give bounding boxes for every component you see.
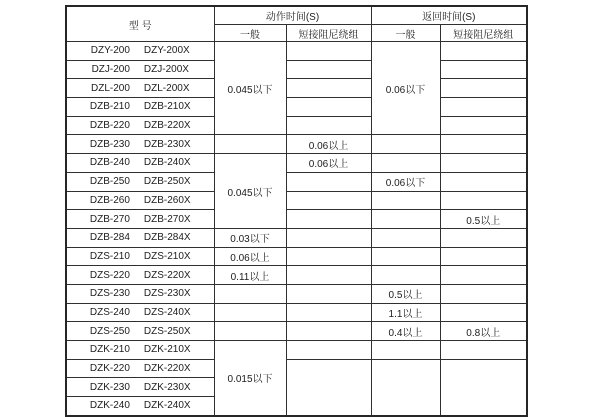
model-pair — [67, 45, 214, 56]
return-general-cell — [371, 191, 440, 210]
action-damping-cell — [286, 341, 371, 360]
model-pair — [67, 382, 214, 393]
return-general-cell: 1.1以上 — [371, 303, 440, 322]
model-base: DZY-200 — [90, 45, 130, 57]
return-damping-cell — [440, 98, 527, 117]
action-general-cell: 0.06以上 — [214, 247, 286, 266]
action-damping-cell — [286, 303, 371, 322]
model-x-variant: DZS-220X — [143, 269, 191, 281]
model-base: DZL-200 — [91, 82, 130, 94]
model-cell — [66, 228, 214, 247]
model-cell — [66, 154, 214, 173]
model-x-variant: DZS-250X — [143, 325, 191, 337]
model-x-variant: DZK-210X — [143, 344, 191, 356]
model-pair — [67, 251, 214, 262]
model-cell — [66, 172, 214, 191]
return-general-cell: 0.4以上 — [371, 322, 440, 341]
model-x-variant: DZS-230X — [143, 288, 191, 300]
spec-table — [65, 5, 528, 417]
action-general-cell: 0.045以下 — [214, 154, 286, 229]
model-pair — [67, 363, 214, 374]
return-damping-cell — [440, 303, 527, 322]
header-action-damping: 短接阻尼绕组 — [286, 25, 371, 42]
return-damping-cell — [440, 60, 527, 79]
table-row — [66, 228, 527, 247]
table-row — [66, 210, 527, 229]
action-damping-cell — [286, 210, 371, 229]
table-header — [66, 6, 527, 42]
model-pair — [67, 214, 214, 225]
model-cell — [66, 135, 214, 154]
model-cell — [66, 79, 214, 98]
model-base: DZB-270 — [89, 213, 130, 225]
model-x-variant: DZB-270X — [143, 213, 191, 225]
return-general-cell — [371, 341, 440, 360]
action-damping-cell — [286, 172, 371, 191]
return-general-cell — [371, 266, 440, 285]
model-base: DZB-250 — [89, 176, 130, 188]
model-cell — [66, 247, 214, 266]
table-row — [66, 79, 527, 98]
model-cell — [66, 397, 214, 416]
action-general-cell: 0.03以下 — [214, 228, 286, 247]
model-pair — [67, 400, 214, 411]
model-x-variant: DZS-210X — [143, 250, 191, 262]
model-x-variant: DZB-260X — [143, 194, 191, 206]
return-damping-cell — [440, 116, 527, 135]
action-damping-cell — [286, 116, 371, 135]
table-row — [66, 341, 527, 360]
header-return-general: 一般 — [371, 25, 440, 42]
action-damping-cell — [286, 284, 371, 303]
model-x-variant: DZB-284X — [143, 232, 191, 244]
return-damping-cell — [440, 154, 527, 173]
table-body — [66, 42, 527, 416]
return-damping-cell — [440, 172, 527, 191]
return-damping-cell — [440, 79, 527, 98]
model-pair — [67, 64, 214, 75]
model-base: DZS-240 — [89, 306, 130, 318]
model-pair — [67, 101, 214, 112]
model-x-variant: DZK-220X — [143, 363, 191, 375]
return-general-cell — [371, 210, 440, 229]
table-row — [66, 60, 527, 79]
model-base: DZB-284 — [89, 232, 130, 244]
model-base: DZS-250 — [89, 325, 130, 337]
header-group-row — [66, 6, 527, 25]
table-row — [66, 247, 527, 266]
action-damping-cell — [286, 266, 371, 285]
table-row — [66, 42, 527, 61]
model-pair — [67, 307, 214, 318]
model-base: DZB-220 — [89, 120, 130, 132]
model-pair — [67, 288, 214, 299]
action-general-cell: 0.11以上 — [214, 266, 286, 285]
return-damping-cell — [440, 266, 527, 285]
model-base: DZS-230 — [89, 288, 130, 300]
return-general-cell: 0.5以上 — [371, 284, 440, 303]
return-damping-cell: 0.8以上 — [440, 322, 527, 341]
action-damping-cell — [286, 359, 371, 416]
model-pair — [67, 195, 214, 206]
model-pair — [67, 270, 214, 281]
model-base: DZB-210 — [89, 101, 130, 113]
model-x-variant: DZB-250X — [143, 176, 191, 188]
table-row — [66, 191, 527, 210]
model-base: DZB-260 — [89, 194, 130, 206]
return-damping-cell — [440, 42, 527, 61]
table-row — [66, 154, 527, 173]
action-damping-cell — [286, 42, 371, 61]
model-pair — [67, 326, 214, 337]
return-damping-cell — [440, 247, 527, 266]
model-base: DZB-240 — [89, 157, 130, 169]
table-row — [66, 266, 527, 285]
model-pair — [67, 157, 214, 168]
model-base: DZS-220 — [89, 269, 130, 281]
model-pair — [67, 344, 214, 355]
model-pair — [67, 120, 214, 131]
return-damping-cell — [440, 341, 527, 360]
action-damping-cell — [286, 79, 371, 98]
header-action-general: 一般 — [214, 25, 286, 42]
action-general-cell — [214, 303, 286, 322]
model-x-variant: DZS-240X — [143, 306, 191, 318]
model-cell — [66, 266, 214, 285]
model-x-variant: DZB-210X — [143, 101, 191, 113]
action-damping-cell: 0.06以上 — [286, 154, 371, 173]
action-damping-cell — [286, 98, 371, 117]
table-row — [66, 98, 527, 117]
model-pair — [67, 139, 214, 150]
model-x-variant: DZK-240X — [143, 400, 191, 412]
action-general-cell — [214, 284, 286, 303]
action-damping-cell — [286, 228, 371, 247]
return-general-cell: 0.06以下 — [371, 172, 440, 191]
return-damping-cell — [440, 284, 527, 303]
model-x-variant: DZL-200X — [143, 82, 190, 94]
action-damping-cell — [286, 60, 371, 79]
action-general-cell: 0.045以下 — [214, 42, 286, 135]
header-return-damping: 短接阻尼绕组 — [440, 25, 527, 42]
table-row — [66, 135, 527, 154]
return-damping-cell — [440, 191, 527, 210]
model-base: DZK-220 — [89, 363, 130, 375]
return-general-cell — [371, 228, 440, 247]
header-action-time: 动作时间(S) — [214, 6, 371, 25]
action-general-cell — [214, 322, 286, 341]
return-damping-cell — [440, 135, 527, 154]
model-cell — [66, 116, 214, 135]
model-cell — [66, 322, 214, 341]
model-base: DZS-210 — [89, 250, 130, 262]
model-cell — [66, 303, 214, 322]
action-damping-cell — [286, 247, 371, 266]
model-base: DZK-240 — [89, 400, 130, 412]
action-damping-cell — [286, 191, 371, 210]
table-row — [66, 116, 527, 135]
model-base: DZB-230 — [89, 138, 130, 150]
return-damping-cell: 0.5以上 — [440, 210, 527, 229]
action-damping-cell — [286, 322, 371, 341]
model-base: DZJ-200 — [91, 64, 130, 76]
action-general-cell — [214, 135, 286, 154]
model-pair — [67, 232, 214, 243]
table-row — [66, 303, 527, 322]
model-x-variant: DZJ-200X — [143, 64, 189, 76]
model-cell — [66, 191, 214, 210]
table-row — [66, 359, 527, 378]
model-cell — [66, 210, 214, 229]
model-x-variant: DZB-220X — [143, 120, 191, 132]
table-row — [66, 172, 527, 191]
model-x-variant: DZB-230X — [143, 138, 191, 150]
model-cell — [66, 359, 214, 378]
header-return-time: 返回时间(S) — [371, 6, 527, 25]
model-x-variant: DZB-240X — [143, 157, 191, 169]
model-cell — [66, 341, 214, 360]
table-row — [66, 322, 527, 341]
action-general-cell: 0.015以下 — [214, 341, 286, 416]
return-general-cell: 0.06以下 — [371, 42, 440, 135]
model-base: DZK-210 — [89, 344, 130, 356]
return-damping-cell — [440, 228, 527, 247]
return-general-cell — [371, 135, 440, 154]
return-damping-cell — [440, 359, 527, 416]
return-general-cell — [371, 247, 440, 266]
table-row — [66, 284, 527, 303]
action-damping-cell: 0.06以上 — [286, 135, 371, 154]
model-cell — [66, 42, 214, 61]
model-pair — [67, 83, 214, 94]
model-cell — [66, 378, 214, 397]
model-base: DZK-230 — [89, 381, 130, 393]
model-cell — [66, 284, 214, 303]
return-general-cell — [371, 359, 440, 416]
model-x-variant: DZK-230X — [143, 381, 191, 393]
return-general-cell — [371, 154, 440, 173]
model-x-variant: DZY-200X — [143, 45, 190, 57]
model-pair — [67, 176, 214, 187]
model-cell — [66, 60, 214, 79]
model-cell — [66, 98, 214, 117]
header-model: 型 号 — [66, 6, 214, 42]
